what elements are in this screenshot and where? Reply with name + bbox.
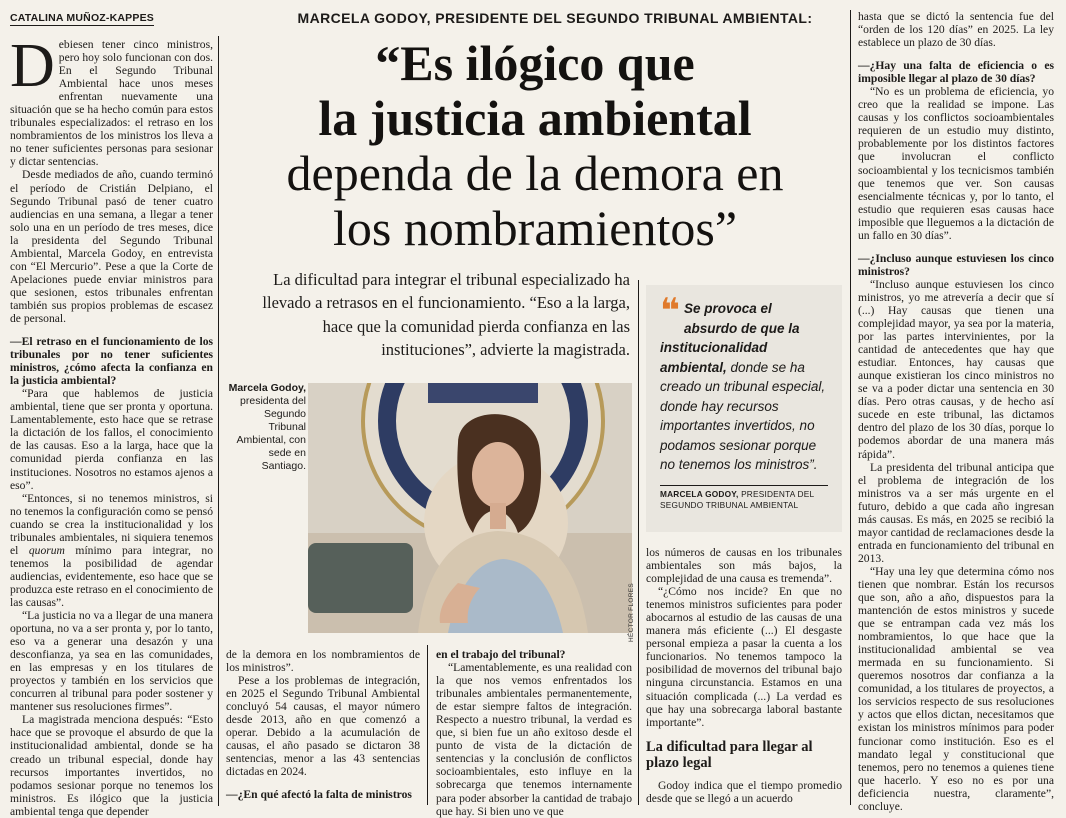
paragraph: los números de causas en los tribunales ambientales son más bajos, la complejidad de una causa es tremenda”.: [646, 546, 842, 586]
drop-cap: D: [10, 32, 55, 100]
deck: La dificultad para integrar el tribunal especializado ha llevado a retrasos en el funcionamiento. “Eso a la larga, hace que la comunidad pierda confianza en las instituciones”, advierte la magistrada.: [262, 270, 630, 360]
interview-question: en el trabajo del tribunal?: [436, 648, 566, 661]
subheading: La dificultad para llegar al plazo legal: [646, 738, 813, 771]
paragraph: [10, 492, 213, 609]
portrait-illustration: [308, 383, 632, 633]
interview-question: —El retraso en el funcionamiento de los tribunales por no tener suficientes ministros, ¿cómo afecta la confianza en la justicia ambiental?: [10, 335, 213, 388]
pull-quote: [646, 285, 842, 532]
text-run: “Entonces, si no tenemos ministros, si no tenemos la configuración como se pensó cuando se crea la institucionalidad y los tribunales ambientales, ni siquiera tenemos el: [10, 491, 213, 557]
headline-line-3: dependa de la demora en: [286, 145, 784, 201]
interview-question: —¿Incluso aunque estuviesen los cinco ministros?: [858, 251, 1054, 278]
paragraph: La presidenta del tribunal anticipa que el problema de integración de los ministros va a ser más urgente en el futuro, debido a que cada año ingresan más causas. Es más, en 2025 se recibió la mayor cantidad de reclamaciones desde la entrada en funcionamiento del tribunal en 2013.: [858, 460, 1054, 565]
pull-quote-rest: donde se ha creado un tribunal especial, donde hay recursos importantes invertidos, no podamos sesionar porque no tenemos los ministros”.: [660, 359, 826, 472]
paragraph: Desde mediados de año, cuando terminó el período de Cristián Delpiano, el Segundo Tribunal pasó de tener cuatro audiencias en una semana, a llegar a tener solo una en un período de tres meses, dice la presidenta del Segundo Tribunal Ambiental, Marcela Godoy, en entrevista con “El Mercurio”. Pese a que la Corte de Apelaciones puede enviar ministros para que sesionen, estos tribunales enfrentan también sus propios problemas de escasez de personal.: [10, 168, 213, 325]
paragraph: “La justicia no va a llegar de una manera oportuna, no va a ser pronta y, por lo tanto, eso va a generar una desazón y una desconfianza, ya sea en las comunidades, en las empresas y en los titulares de proyectos y también en los servicios que concurren al tribunal para poder sostener y mantener sus resoluciones firmes”.: [10, 609, 213, 714]
column-rule: [850, 10, 851, 805]
column-rule: [427, 645, 428, 805]
interview-question: —¿Hay una falta de eficiencia o es imposible llegar al plazo de 30 días?: [858, 59, 1054, 86]
caption-text: presidenta del Segundo Tribunal Ambiental, con sede en Santiago.: [236, 395, 306, 472]
paragraph: “Para que hablemos de justicia ambiental, tiene que ser pronta y oportuna. Lamentablemente, esto hace que se retrase la dictación de los fallos, el conocimiento de las causas. Eso a la larga, hace que la comunidad pierda confianza en las instituciones. Nosotros no estamos ajenos a eso”.: [10, 387, 213, 492]
italic-term: quorum: [28, 543, 65, 557]
paragraph: “Lamentablemente, es una realidad con la que nos vemos enfrentados los tribunales ambientales permanentemente, de estar siempre faltos de integración. Respecto a nuestro tribunal, la verdad es que, si bien fue un año exitoso desde el punto de vista de la dictación de sentencias y la conclusión de conflictos socioambientales, esto influye en la sobrecarga que tenemos internamente para poder absorber la cantidad de trabajo que hay. Si bien uno ve que: [436, 661, 632, 818]
paragraph: hasta que se dictó la sentencia fue del “orden de los 120 días” en 2025. La ley establece un plazo de 30 días.: [858, 10, 1054, 50]
paragraph: de la demora en los nombramientos de los ministros”.: [226, 648, 420, 675]
column-3: [436, 648, 632, 818]
pull-quote-text: [660, 291, 828, 475]
paragraph: “No es un problema de eficiencia, yo creo que la realidad se impone. Las causas y los conflictos socioambientales requieren de un estudio muy distinto, probablemente por los distintos factores que involucran el conflicto socioambiental y los tecnicismos también que tenemos que ver. Son causas esencialmente técnicas y, por lo tanto, el estudio que requieren esas causas hace imposible que lleguemos a la dictación de un fallo en 30 días”.: [858, 85, 1054, 242]
column-rule: [638, 280, 639, 805]
paragraph: “Hay una ley que determina cómo nos tienen que nombrar. Están los recursos que son, año a año, dispuestos para la mantención de estos ministros y sucede que se entrampan cada vez más los nombramientos, lo que hace que la institucionalidad ambiental se vea mermada en su funcionamiento. Si queremos nosotros dar confianza a la comunidad, a los titulares de proyectos, a los servicios respecto de sus resoluciones y actos que ellos dictan, necesitamos que existan los ministros mínimos para poder funcionar como institución. Eso es el mandato legal y constitucional que tenemos, pero no tenemos a quienes tiene que hacerlo. Y eso no es por una deficiencia nuestra, claramente”, concluye.: [858, 564, 1054, 813]
kicker: MARCELA GODOY, PRESIDENTE DEL SEGUNDO TRIBUNAL AMBIENTAL:: [297, 10, 813, 26]
paragraph: “¿Cómo nos incide? En que no tenemos ministros suficientes para poder abocarnos al estudio de las causas de una manera más eficiente (...) El desgaste personal empieza a pasar la cuenta a los funcionarios. No tenemos tampoco la posibilidad de movernos del tribunal bajo ninguna circunstancia. Estamos en una situación complicada (...) La verdad es que hay una sobrecarga laboral bastante importante”.: [646, 585, 842, 729]
column-5: [858, 10, 1054, 813]
headline-line-4: los nombramientos”: [332, 200, 738, 256]
paragraph: Godoy indica que el tiempo promedio desde que se llegó a un acuerdo: [646, 778, 842, 805]
caption-name: Marcela Godoy,: [228, 382, 306, 394]
headline-line-2: la justicia ambiental: [318, 90, 752, 146]
pull-quote-bold: Se provoca el absurdo de que la institucionalidad ambiental,: [660, 301, 800, 375]
interview-question: —¿En qué afectó la falta de ministros: [226, 788, 412, 802]
column-4: [646, 546, 842, 805]
source-name: MARCELA GODOY,: [660, 488, 739, 499]
paragraph: “Incluso aunque estuviesen los cinco ministros, yo me atrevería a decir que sí (...) Hay causas que tienen una complejidad mayor, ya sea por la materia, por las partes intervinientes, por la cantidad de antecedentes que hay que estudiar. Entonces, hay causas que aunque existieran los cinco ministros no se va a poder dictar una sentencia en 30 días. Pero otras causas, y de hecho así sucede en este tribunal, las dictamos dentro del plazo de los 30 días, porque lo podemos abordar de una manera más rápida”.: [858, 277, 1054, 461]
photo-caption: [226, 382, 306, 473]
headline-line-1: “Es ilógico que: [375, 35, 695, 91]
source-role: PRESIDENTA DEL SEGUNDO TRIBUNAL AMBIENTAL: [660, 488, 814, 510]
byline: CATALINA MUÑOZ-KAPPES: [10, 12, 154, 24]
text-run: mínimo para integrar, no tenemos la posibilidad de agendar audiencias, evidentemente, eso hace que se produzca este retraso en el conocimiento de las causas”.: [10, 543, 213, 609]
paragraph: Pese a los problemas de integración, en 2025 el Segundo Tribunal Ambiental concluyó 54 causas, el mayor número desde 2013, año en que comenzó a operar. Debido a la acumulación de causas, el año pasado se dictaron 38 sentencias, menor a las 43 sentencias dictadas en 2024.: [226, 674, 420, 779]
pull-quote-source: [660, 485, 828, 511]
quote-mark-icon: ❝: [660, 291, 680, 331]
column-1: [10, 32, 213, 818]
lead-paragraph: [10, 32, 213, 169]
headline: [235, 36, 835, 256]
portrait-photo: [308, 383, 632, 633]
lead-text: ebiesen tener cinco ministros, pero hoy solo funcionan con dos. En el Segundo Tribunal Ambiental hace unos meses enfrentan nuevamente una situación que se ha hecho común para estos tribunales especializados: el retraso en los nombramientos de los ministros los lleva a no tener suficientes personas para sesionar y dictar sentencias.: [10, 38, 213, 169]
paragraph: La magistrada menciona después: “Esto hace que se provoque el absurdo de que la institucionalidad ambiental, donde se ha creado un tribunal especial, donde hay recursos importantes invertidos, no podamos sesionar porque no tenemos los ministros. Es ilógico que la justicia ambiental tenga que depender: [10, 713, 213, 818]
photo-credit: HÉCTOR FLORES: [628, 583, 635, 643]
column-rule: [218, 36, 219, 806]
column-2: [226, 648, 420, 802]
